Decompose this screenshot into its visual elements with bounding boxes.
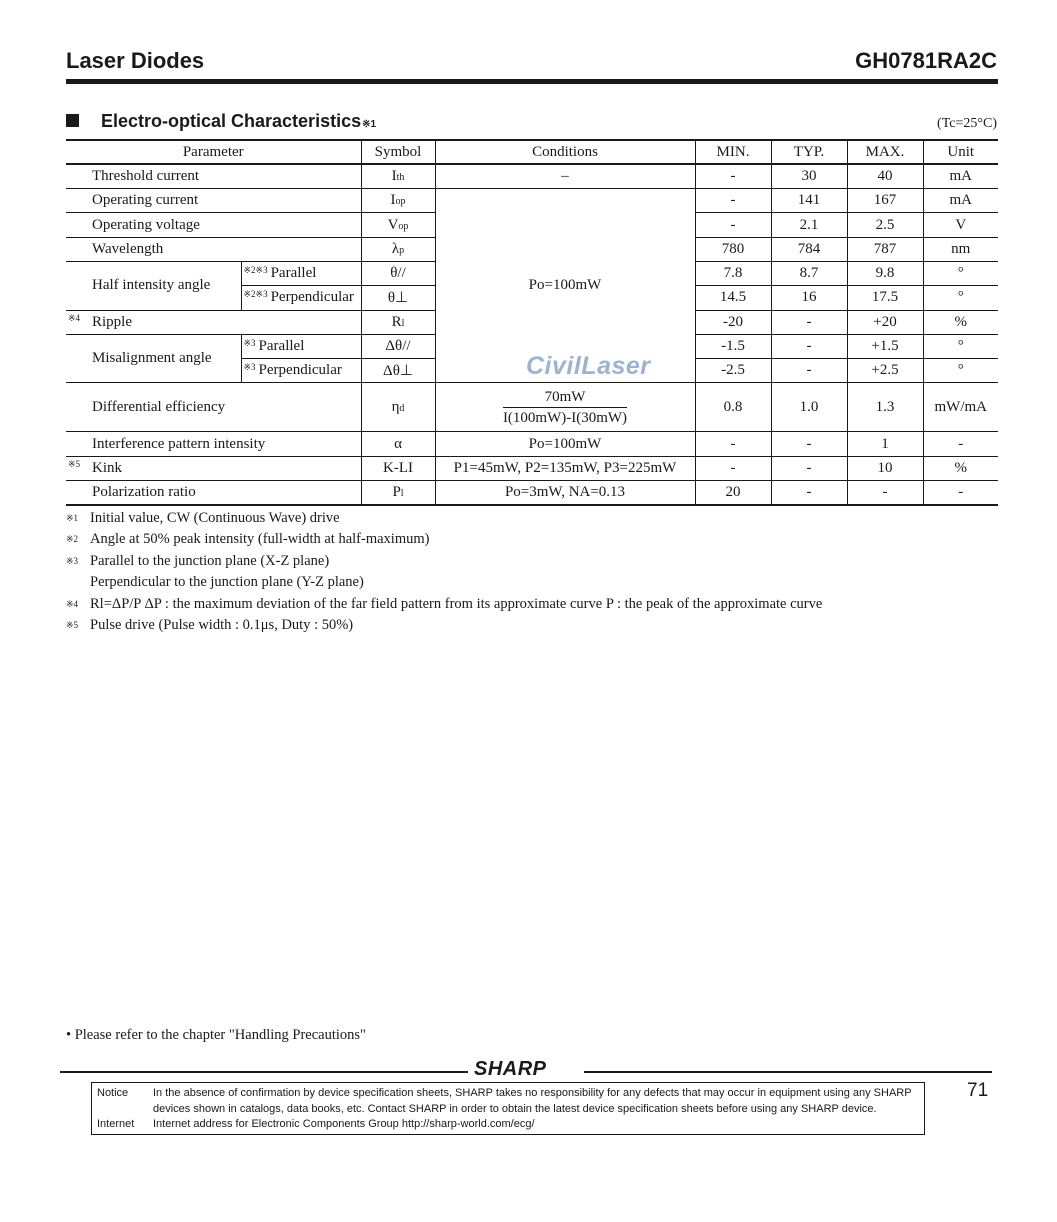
internet-text: Internet address for Electronic Components Group http://sharp-world.com/ecg/ <box>153 1118 535 1130</box>
notice-row <box>97 1086 919 1102</box>
param-name: ※5 Kink <box>66 456 361 480</box>
notice-text: devices shown in catalogs, data books, etc. Contact SHARP in order to obtain the latest device specification sheets before using any SHARP device. <box>153 1102 877 1115</box>
symbol: Ith <box>361 164 435 188</box>
unit: ° <box>923 286 998 310</box>
col-header: MIN. <box>695 140 771 164</box>
table-header-row <box>66 140 998 164</box>
footnote: ※3 Parallel to the junction plane (X-Z plane) <box>66 552 330 569</box>
unit: - <box>923 481 998 505</box>
min-value: - <box>695 189 771 213</box>
brand-logo: SHARP <box>474 1058 547 1080</box>
watermark-logo: CivilLaser <box>526 352 651 380</box>
unit: ° <box>923 334 998 358</box>
col-header: Conditions <box>435 140 695 164</box>
typ-value: 16 <box>771 286 847 310</box>
fraction-denominator: I(100mW)-I(30mW) <box>502 409 628 426</box>
max-value: - <box>847 481 923 505</box>
max-value: 10 <box>847 456 923 480</box>
max-value: 40 <box>847 164 923 188</box>
max-value: +2.5 <box>847 359 923 383</box>
section-footnote-mark: ※1 <box>362 119 377 130</box>
typ-value: - <box>771 359 847 383</box>
table-row <box>66 481 998 505</box>
typ-value: - <box>771 310 847 334</box>
fraction-numerator: 70mW <box>503 387 627 408</box>
unit: mW/mA <box>923 383 998 432</box>
max-value: 2.5 <box>847 213 923 237</box>
footer-rule-right <box>584 1071 992 1073</box>
condition: Po=100mW <box>435 432 695 456</box>
notice-label: Notice <box>97 1087 129 1099</box>
unit: % <box>923 310 998 334</box>
symbol: Iop <box>361 189 435 213</box>
typ-value: 784 <box>771 237 847 261</box>
param-name: Threshold current <box>66 164 361 188</box>
param-name: Differential efficiency <box>66 383 361 432</box>
min-value: -1.5 <box>695 334 771 358</box>
symbol: Δθ// <box>361 334 435 358</box>
footnotes <box>66 508 822 636</box>
typ-value: - <box>771 481 847 505</box>
unit: ° <box>923 261 998 285</box>
sub-param: $^{※3}$ Perpendicular <box>241 359 361 383</box>
min-value: - <box>695 213 771 237</box>
section-heading <box>66 111 376 132</box>
typ-value: 30 <box>771 164 847 188</box>
max-value: 17.5 <box>847 286 923 310</box>
part-number: GH0781RA2C <box>855 48 997 73</box>
max-value: 167 <box>847 189 923 213</box>
symbol: θ// <box>361 261 435 285</box>
typ-value: 2.1 <box>771 213 847 237</box>
max-value: 1 <box>847 432 923 456</box>
col-header: Symbol <box>361 140 435 164</box>
unit: % <box>923 456 998 480</box>
typ-value: - <box>771 334 847 358</box>
max-value: +1.5 <box>847 334 923 358</box>
typ-value: - <box>771 456 847 480</box>
notice-text: In the absence of confirmation by device specification sheets, SHARP takes no responsibility for any defects that may occur in equipment using any SHARP <box>153 1087 912 1099</box>
param-name: Interference pattern intensity <box>66 432 361 456</box>
typ-value: - <box>771 432 847 456</box>
sub-param: $^{※3}$ Parallel <box>241 334 361 358</box>
symbol: K-LI <box>361 456 435 480</box>
min-value: 7.8 <box>695 261 771 285</box>
internet-label: Internet <box>97 1118 135 1130</box>
param-name: Misalignment angle <box>66 334 241 383</box>
param-name: Polarization ratio <box>66 481 361 505</box>
characteristics-table <box>66 139 998 506</box>
sub-param: $^{※2※3}$ Perpendicular <box>241 286 361 310</box>
handling-precautions-note: • Please refer to the chapter "Handling Precautions" <box>66 1027 366 1043</box>
page-number: 71 <box>967 1080 989 1101</box>
unit: mA <box>923 189 998 213</box>
min-value: -20 <box>695 310 771 334</box>
condition: – <box>435 164 695 188</box>
category-title: Laser Diodes <box>66 48 205 73</box>
col-header: Unit <box>923 140 998 164</box>
unit: - <box>923 432 998 456</box>
min-value: 780 <box>695 237 771 261</box>
condition: P1=45mW, P2=135mW, P3=225mW <box>435 456 695 480</box>
condition: Po=3mW, NA=0.13 <box>435 481 695 505</box>
table-row <box>66 383 998 432</box>
section-title: Electro-optical Characteristics <box>101 111 362 131</box>
merged-condition: Po=100mW <box>435 189 695 383</box>
typ-value: 1.0 <box>771 383 847 432</box>
max-value: 1.3 <box>847 383 923 432</box>
col-header: TYP. <box>771 140 847 164</box>
unit: nm <box>923 237 998 261</box>
footnote: ※4 Rl=ΔP/P ΔP : the maximum deviation of the far field pattern from its approximate curve P : the peak of the approximate curve <box>66 595 823 612</box>
min-value: - <box>695 164 771 188</box>
symbol: λp <box>361 237 435 261</box>
max-value: +20 <box>847 310 923 334</box>
footnote: ※2 Angle at 50% peak intensity (full-width at half-maximum) <box>66 531 430 548</box>
table-row <box>66 456 998 480</box>
col-header: Parameter <box>66 140 361 164</box>
param-name: Half intensity angle <box>66 261 241 310</box>
min-value: 20 <box>695 481 771 505</box>
typ-value: 8.7 <box>771 261 847 285</box>
unit: V <box>923 213 998 237</box>
min-value: -2.5 <box>695 359 771 383</box>
table-row <box>66 164 998 188</box>
symbol: Vop <box>361 213 435 237</box>
symbol: θ⊥ <box>361 286 435 310</box>
table-row <box>66 432 998 456</box>
symbol: α <box>361 432 435 456</box>
col-header: MAX. <box>847 140 923 164</box>
max-value: 9.8 <box>847 261 923 285</box>
symbol: Pl <box>361 481 435 505</box>
symbol: Rl <box>361 310 435 334</box>
symbol: Δθ⊥ <box>361 359 435 383</box>
sub-param: $^{※2※3}$ Parallel <box>241 261 361 285</box>
footnote: ※1 Initial value, CW (Continuous Wave) drive <box>66 510 340 526</box>
min-value: 14.5 <box>695 286 771 310</box>
internet-row <box>97 1117 919 1133</box>
param-name: ※4 Ripple <box>66 310 361 334</box>
header-rule <box>66 79 998 84</box>
min-value: - <box>695 432 771 456</box>
unit: ° <box>923 359 998 383</box>
square-bullet-icon <box>66 114 79 127</box>
typ-value: 141 <box>771 189 847 213</box>
notice-box <box>91 1082 925 1135</box>
table-row <box>66 189 998 213</box>
condition-fraction <box>435 383 695 432</box>
max-value: 787 <box>847 237 923 261</box>
min-value: - <box>695 456 771 480</box>
footnote: Perpendicular to the junction plane (Y-Z plane) <box>90 574 364 591</box>
param-name: Operating current <box>66 189 361 213</box>
temperature-condition: (Tc=25°C) <box>937 116 997 131</box>
symbol: ηd <box>361 383 435 432</box>
footnote: ※5 Pulse drive (Pulse width : 0.1μs, Duty : 50%) <box>66 617 354 634</box>
param-name: Operating voltage <box>66 213 361 237</box>
unit: mA <box>923 164 998 188</box>
param-name: Wavelength <box>66 237 361 261</box>
notice-row <box>97 1102 919 1118</box>
footer-rule-left <box>60 1071 468 1073</box>
min-value: 0.8 <box>695 383 771 432</box>
